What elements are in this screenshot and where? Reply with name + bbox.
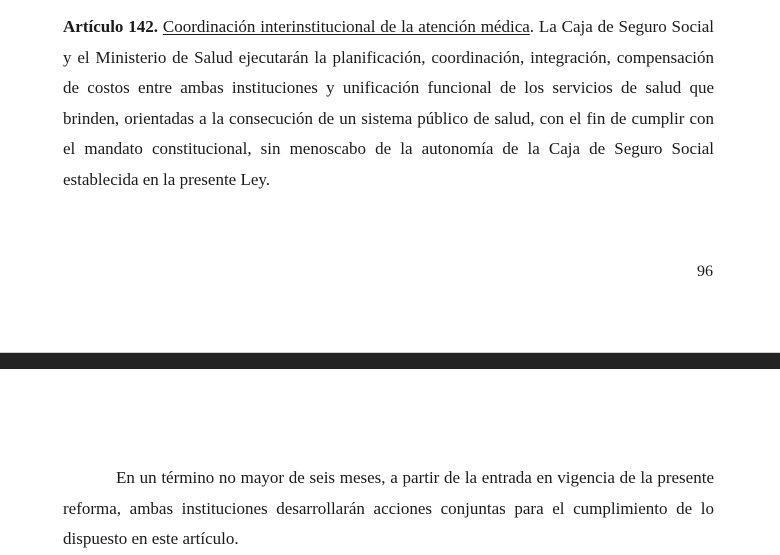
page-number: 96 (697, 263, 713, 280)
article-title: Coordinación interinstitucional de la atención médica (162, 17, 530, 36)
article-number: Artículo 142. (63, 17, 159, 36)
article-body: La Caja de Seguro Social y el Ministerio de Salud ejecutarán la planificación, coordinación, integración, compensación de costos entre ambas instituciones y unificación funcional de los servicios de salud que brinden, orientadas a la consecución de un sistema público de salud, con el fin de cumplir con el mandato constitucional, sin menoscabo de la autonomía de la Caja de Seguro Social establecida en la presente Ley. (63, 17, 715, 189)
article-142-paragraph (63, 12, 714, 195)
page-separator (0, 352, 780, 370)
article-title-period: . (529, 17, 535, 36)
continuation-paragraph: En un término no mayor de seis meses, a partir de la entrada en vigencia de la presente reforma, ambas instituciones desarrollarán acciones conjuntas para el cumplimiento de lo dispuesto en este artículo. (63, 468, 714, 548)
document-page-97 (0, 369, 780, 550)
